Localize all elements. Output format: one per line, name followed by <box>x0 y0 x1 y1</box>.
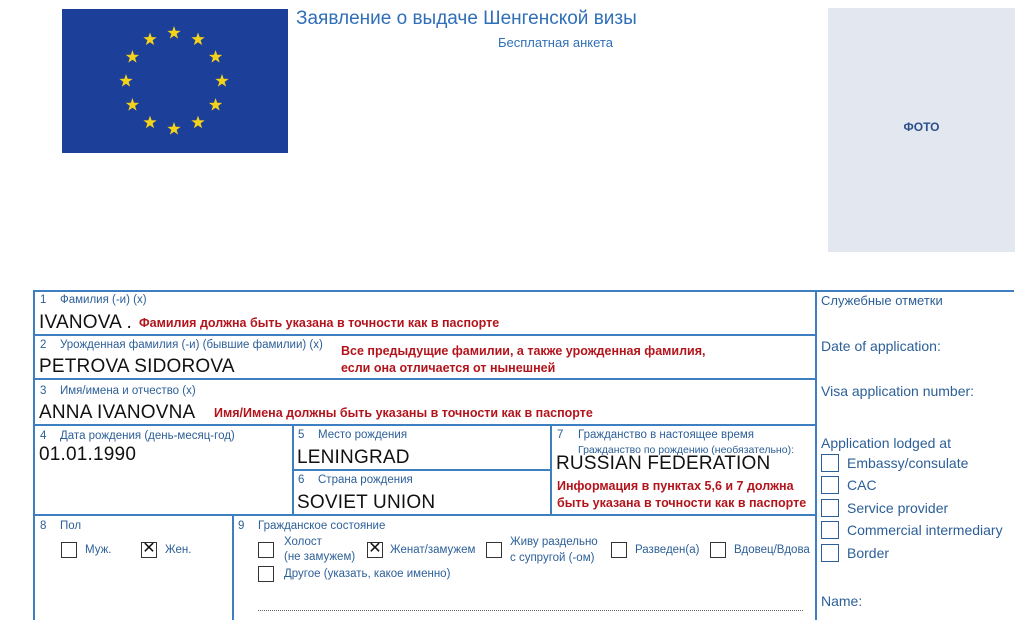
star-icon <box>143 116 156 129</box>
nationality-note-line1: Информация в пунктах 5,6 и 7 должна <box>557 479 794 493</box>
civil-other-input-line[interactable] <box>258 610 803 611</box>
sex-label: Пол <box>60 520 82 532</box>
lodged-border-label: Border <box>847 545 890 561</box>
star-icon <box>209 98 222 111</box>
civil-widowed-checkbox[interactable] <box>710 542 726 558</box>
col-divider <box>550 424 552 515</box>
civil-divorced-label: Разведен(а) <box>635 544 700 556</box>
civil-other-label: Другое (указать, какое именно) <box>284 568 451 580</box>
row-divider <box>33 334 816 336</box>
civil-status-label: Гражданское состояние <box>258 520 386 532</box>
civil-separated-label-line2: с супругой (-ом) <box>510 552 595 564</box>
photo-label: ФОТО <box>903 120 940 134</box>
birth-country-value[interactable]: SOVIET UNION <box>297 492 436 513</box>
star-icon <box>119 74 132 87</box>
lodged-cac-label: CAC <box>847 477 877 493</box>
form-title: Заявление о выдаче Шенгенской визы <box>296 8 637 29</box>
star-icon <box>167 122 180 135</box>
sex-female-label: Жен. <box>165 544 192 556</box>
photo-area <box>828 8 1015 252</box>
sex-male-label: Муж. <box>85 544 112 556</box>
birth-date-value[interactable]: 01.01.1990 <box>39 444 137 465</box>
civil-separated-checkbox[interactable] <box>486 542 502 558</box>
star-icon <box>167 26 180 39</box>
civil-other-checkbox[interactable] <box>258 566 274 582</box>
form-left-border <box>33 290 35 620</box>
surname-value[interactable]: IVANOVA . <box>39 312 132 333</box>
field-number: 9 <box>238 520 245 532</box>
form-divider-official <box>815 290 817 620</box>
star-icon <box>126 50 139 63</box>
lodged-service-provider-checkbox[interactable] <box>821 499 839 517</box>
lodged-service-provider-label: Service provider <box>847 500 949 516</box>
lodged-at-label: Application lodged at <box>821 435 951 451</box>
birth-surname-label: Урожденная фамилия (-и) (бывшие фамилии) (x) <box>60 339 323 351</box>
lodged-cac-checkbox[interactable] <box>821 476 839 494</box>
nationality-at-birth-label: Гражданство по рождению (необязательно): <box>578 444 794 456</box>
form-subtitle: Бесплатная анкета <box>498 35 613 50</box>
birth-surname-note-line1: Все предыдущие фамилии, а также урожденная фамилия, <box>341 344 706 358</box>
star-icon <box>215 74 228 87</box>
date-of-application-label: Date of application: <box>821 338 941 354</box>
star-icon <box>126 98 139 111</box>
birth-place-value[interactable]: LENINGRAD <box>297 447 410 468</box>
civil-married-label: Женат/замужем <box>390 544 476 556</box>
lodged-commercial-checkbox[interactable] <box>821 521 839 539</box>
row-divider <box>292 469 550 471</box>
field-number: 7 <box>557 429 564 441</box>
field-number: 4 <box>40 430 47 442</box>
field-number: 5 <box>298 429 305 441</box>
civil-separated-label-line1: Живу раздельно <box>510 536 598 548</box>
birth-surname-note-line2: если она отличается от нынешней <box>341 361 556 375</box>
birth-date-label: Дата рождения (день-месяц-год) <box>60 430 235 442</box>
nationality-value[interactable]: RUSSIAN FEDERATION <box>556 453 771 474</box>
birth-place-label: Место рождения <box>318 429 408 441</box>
lodged-commercial-label: Commercial intermediary <box>847 522 1003 538</box>
sex-male-checkbox[interactable] <box>61 542 77 558</box>
surname-note: Фамилия должна быть указана в точности как в паспорте <box>139 316 500 330</box>
birth-country-label: Страна рождения <box>318 474 413 486</box>
field-number: 8 <box>40 520 47 532</box>
field-number: 2 <box>40 339 47 351</box>
lodged-embassy-label: Embassy/consulate <box>847 455 969 471</box>
star-icon <box>143 32 156 45</box>
nationality-label: Гражданство в настоящее время <box>578 429 755 441</box>
form-top-border <box>33 290 1014 292</box>
civil-single-label-line1: Холост <box>284 536 322 548</box>
check-mark-icon: ✕ <box>142 540 156 557</box>
check-mark-icon: ✕ <box>368 540 382 557</box>
field-number: 1 <box>40 294 47 306</box>
eu-stars-icon <box>62 9 288 153</box>
birth-surname-value[interactable]: PETROVA SIDOROVA <box>39 356 235 377</box>
field-number: 3 <box>40 385 47 397</box>
row-divider <box>33 514 816 516</box>
civil-widowed-label: Вдовец/Вдова <box>734 544 810 556</box>
civil-single-label-line2: (не замужем) <box>284 551 356 563</box>
official-heading: Служебные отметки <box>821 293 943 308</box>
lodged-border-checkbox[interactable] <box>821 544 839 562</box>
eu-flag <box>62 9 288 153</box>
civil-married-checkbox[interactable] <box>367 542 383 558</box>
first-names-value[interactable]: ANNA IVANOVNA <box>39 402 196 423</box>
sex-female-checkbox[interactable] <box>141 542 157 558</box>
civil-single-checkbox[interactable] <box>258 542 274 558</box>
row-divider <box>33 424 816 426</box>
nationality-note-line2: быть указана в точности как в паспорте <box>557 496 807 510</box>
visa-application-number-label: Visa application number: <box>821 383 975 399</box>
surname-label: Фамилия (-и) (x) <box>60 294 147 306</box>
col-divider <box>232 514 234 620</box>
civil-divorced-checkbox[interactable] <box>611 542 627 558</box>
name-label: Name: <box>821 593 863 609</box>
first-names-note: Имя/Имена должны быть указаны в точности как в паспорте <box>214 406 593 420</box>
field-number: 6 <box>298 474 305 486</box>
star-icon <box>191 32 204 45</box>
first-names-label: Имя/имена и отчество (x) <box>60 385 196 397</box>
lodged-embassy-checkbox[interactable] <box>821 454 839 472</box>
star-icon <box>191 116 204 129</box>
star-icon <box>209 50 222 63</box>
row-divider <box>33 378 816 380</box>
